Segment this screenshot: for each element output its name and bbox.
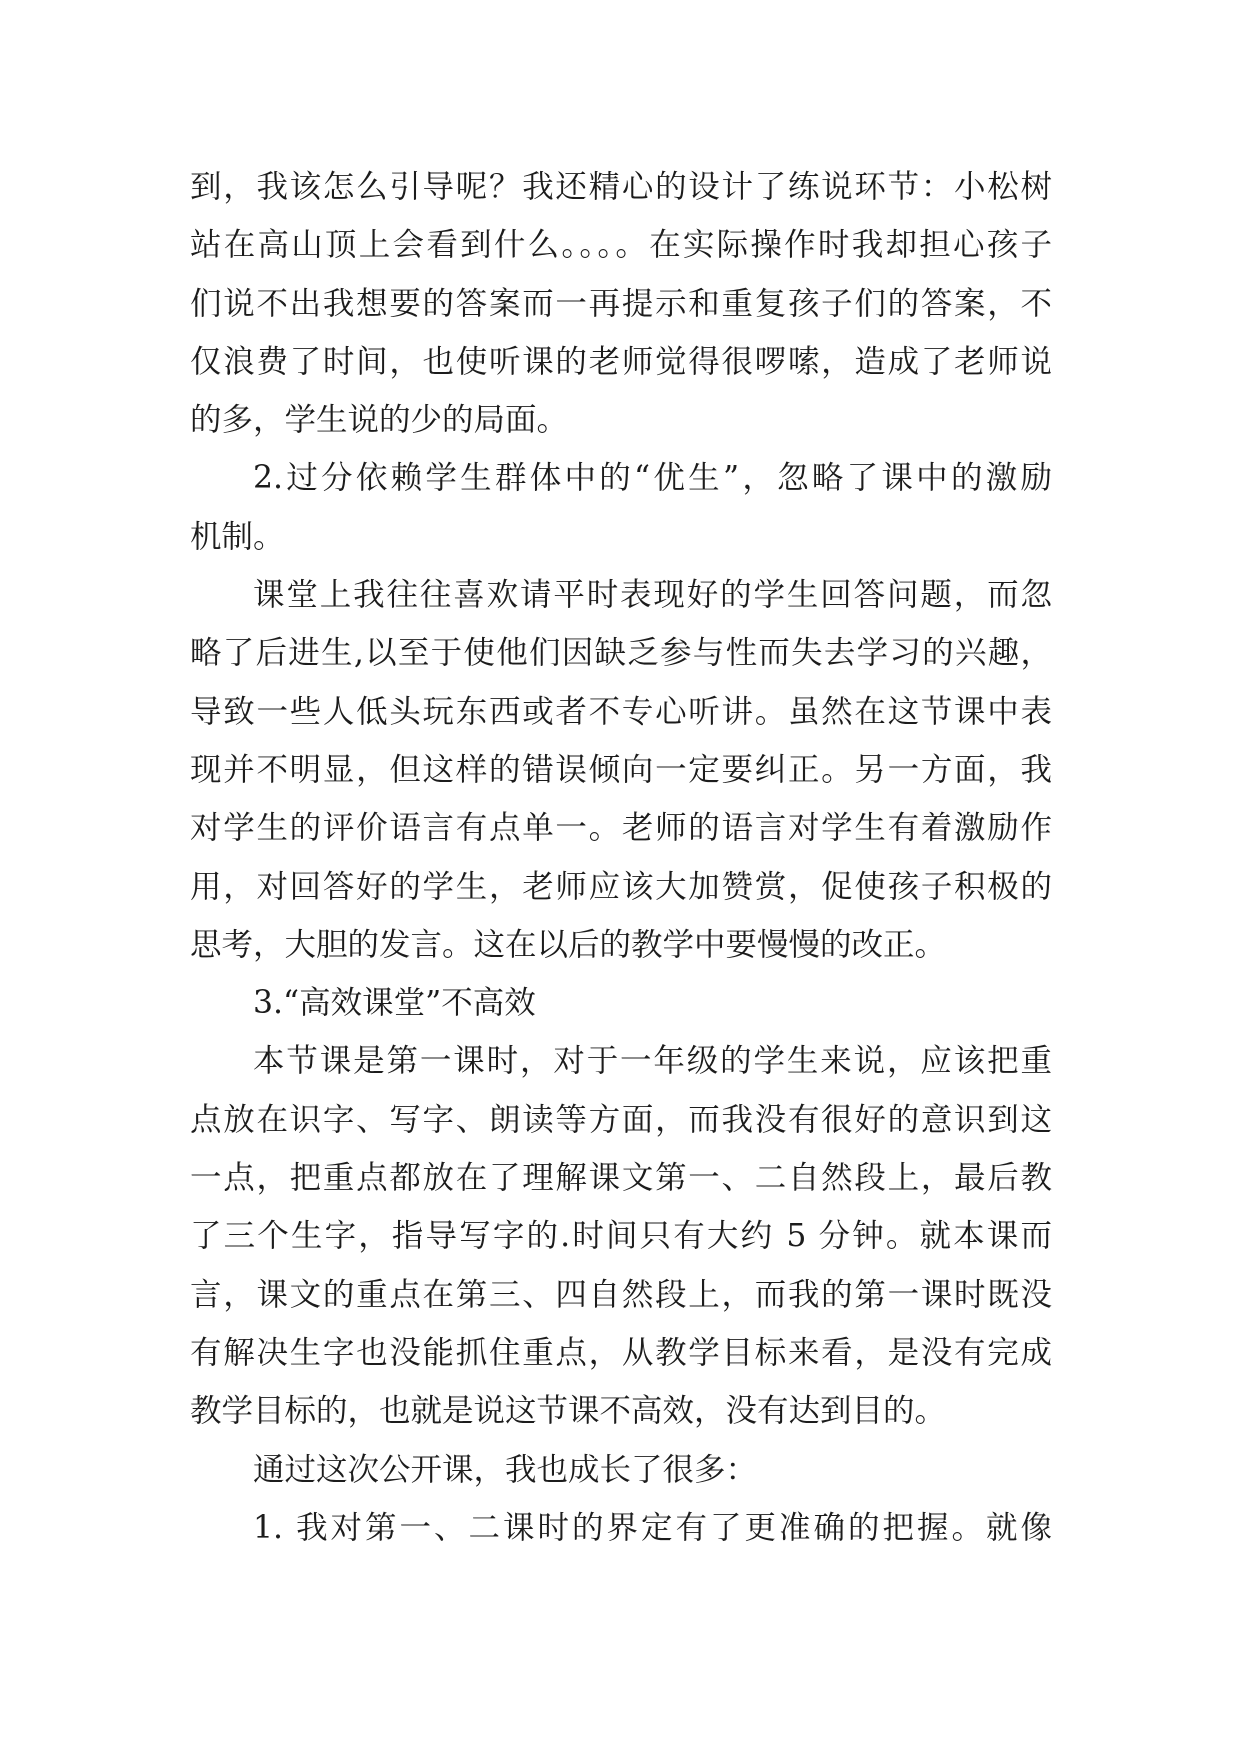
paragraph-line: 教学目标的，也就是说这节课不高效，没有达到目的。 (190, 1393, 947, 1430)
body-text (190, 158, 1052, 1557)
paragraph-line: 一点，把重点都放在了理解课文第一、二自然段上，最后教 (190, 1160, 1052, 1197)
paragraph-line: 本节课是第一课时，对于一年级的学生来说，应该把重 (253, 1043, 1052, 1080)
paragraph-line: 思考，大胆的发言。这在以后的教学中要慢慢的改正。 (190, 926, 947, 963)
paragraph (190, 566, 1052, 974)
paragraph (190, 1441, 1052, 1499)
paragraph (190, 974, 1052, 1032)
paragraph-line: 3.“高效课堂”不高效 (253, 985, 536, 1022)
paragraph-line: 有解决生字也没能抓住重点，从教学目标来看，是没有完成 (190, 1334, 1052, 1371)
paragraph-line: 机制。 (190, 518, 285, 555)
paragraph (190, 449, 1052, 566)
paragraph-line: 用，对回答好的学生，老师应该大加赞赏，促使孩子积极的 (190, 868, 1052, 905)
paragraph-line: 们说不出我想要的答案而一再提示和重复孩子们的答案，不 (190, 285, 1052, 322)
paragraph-line: 导致一些人低头玩东西或者不专心听讲。虽然在这节课中表 (190, 693, 1052, 730)
paragraph-line: 现并不明显，但这样的错误倾向一定要纠正。另一方面，我 (190, 751, 1052, 788)
paragraph (190, 158, 1052, 449)
paragraph (190, 1499, 1052, 1557)
paragraph-line: 通过这次公开课，我也成长了很多： (253, 1451, 758, 1488)
paragraph-line: 站在高山顶上会看到什么。。。。在实际操作时我却担心孩子 (190, 227, 1052, 264)
paragraph-line: 的多，学生说的少的局面。 (190, 402, 569, 439)
paragraph-line: 1. 我对第一、二课时的界定有了更准确的把握。就像 (253, 1509, 1052, 1546)
paragraph-line: 言，课文的重点在第三、四自然段上，而我的第一课时既没 (190, 1276, 1052, 1313)
paragraph-line: 点放在识字、写字、朗读等方面，而我没有很好的意识到这 (190, 1101, 1052, 1138)
paragraph-line: 2.过分依赖学生群体中的“优生”，忽略了课中的激励 (253, 460, 1052, 497)
paragraph-line: 仅浪费了时间，也使听课的老师觉得很啰嗦，造成了老师说 (190, 343, 1052, 380)
paragraph (190, 1032, 1052, 1440)
paragraph-line: 了三个生字，指导写字的.时间只有大约 5 分钟。就本课而 (190, 1218, 1052, 1255)
paragraph-line: 对学生的评价语言有点单一。老师的语言对学生有着激励作 (190, 810, 1052, 847)
paragraph-line: 课堂上我往往喜欢请平时表现好的学生回答问题，而忽 (253, 577, 1052, 614)
paragraph-line: 到，我该怎么引导呢？我还精心的设计了练说环节：小松树 (190, 169, 1052, 205)
paragraph-line: 略了后进生,以至于使他们因缺乏参与性而失去学习的兴趣， (190, 635, 1052, 672)
